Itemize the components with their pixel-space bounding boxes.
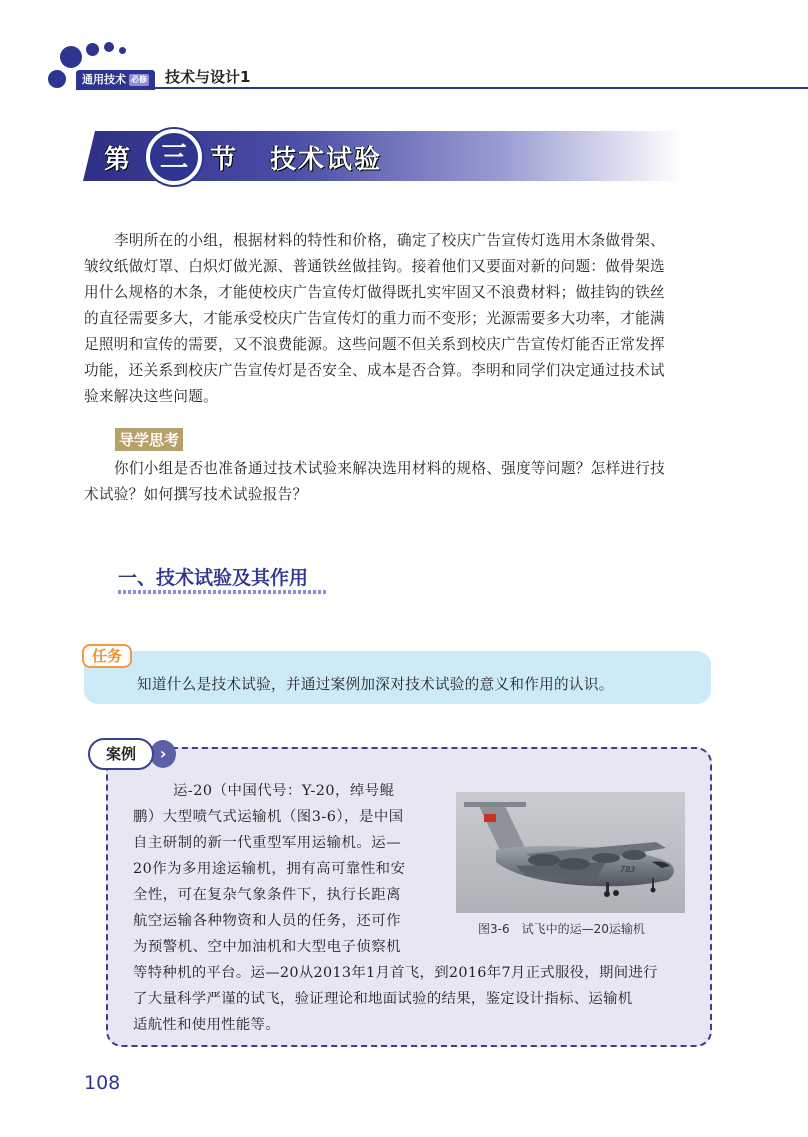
section-number: 三 xyxy=(146,129,202,185)
guide-paragraph xyxy=(84,456,712,508)
header-dot-left xyxy=(48,70,66,88)
header-dot-large xyxy=(60,46,82,68)
case-text-full xyxy=(133,960,693,1038)
intro-line: 用什么规格的木条，才能使校庆广告宣传灯做得既扎实牢固又不浪费材料；做挂钩的铁丝 xyxy=(84,284,665,301)
case-line: 航空运输各种物资和人员的任务，还可作 xyxy=(133,913,402,929)
intro-line: 李明所在的小组，根据材料的特性和价格，确定了校庆广告宣传灯选用木条做骨架、 xyxy=(114,232,666,249)
section-title: 技术试验 xyxy=(270,145,383,175)
section-suffix: 节 xyxy=(210,145,239,175)
case-line: 为预警机、空中加油机和大型电子侦察机 xyxy=(133,939,402,955)
case-label: 案例 xyxy=(88,738,154,770)
case-line: 鹏）大型喷气式运输机（图3-6），是中国 xyxy=(133,809,404,825)
intro-paragraph xyxy=(84,228,712,410)
book-title: 技术与设计1 xyxy=(165,68,251,86)
aircraft-illustration xyxy=(456,792,685,913)
aircraft-photo xyxy=(456,792,685,913)
intro-line: 功能，还关系到校庆广告宣传灯是否安全、成本是否合算。李明和同学们决定通过技术试 xyxy=(84,362,665,379)
case-line: 等特种机的平台。运—20从2013年1月首飞，到2016年7月正式服役，期间进行 xyxy=(133,965,658,981)
header-dot-medium xyxy=(86,43,99,56)
aircraft-marking: 783 xyxy=(620,865,636,874)
case-line: 运-20（中国代号：Y-20，绰号鲲 xyxy=(173,783,395,799)
task-label: 任务 xyxy=(82,644,132,668)
book-tag-label: 通用技术 xyxy=(82,73,126,86)
section-heading: 一、技术试验及其作用 xyxy=(118,567,309,589)
chevron-right-icon: › xyxy=(150,740,176,768)
case-text-narrow xyxy=(133,778,443,960)
heading-underline xyxy=(118,590,328,594)
case-line: 20作为多用途运输机，拥有高可靠性和安 xyxy=(133,861,406,877)
header-dot-medium-2 xyxy=(104,42,114,52)
intro-line: 验来解决这些问题。 xyxy=(84,388,219,405)
figure-caption: 图3-6 试飞中的运—20运输机 xyxy=(478,922,645,936)
book-tag xyxy=(76,70,155,90)
intro-line: 皱纹纸做灯罩、白炽灯做光源、普通铁丝做挂钩。接着他们又要面对新的问题：做骨架选 xyxy=(84,258,665,275)
intro-line: 的直径需要多大，才能承受校庆广告宣传灯的重力而不变形；光源需要多大功率，才能满 xyxy=(84,310,665,327)
case-line: 适航性和使用性能等。 xyxy=(133,1017,280,1033)
case-line: 全性，可在复杂气象条件下，执行长距离 xyxy=(133,887,402,903)
guide-label: 导学思考 xyxy=(115,428,183,451)
guide-line: 你们小组是否也准备通过技术试验来解决选用材料的规格、强度等问题？怎样进行技 xyxy=(114,460,666,477)
guide-line: 术试验？如何撰写技术试验报告？ xyxy=(84,486,308,503)
page-number: 108 xyxy=(84,1072,121,1094)
section-prefix: 第 xyxy=(104,145,133,175)
case-line: 了大量科学严谨的试飞，验证理论和地面试验的结果，鉴定设计指标、运输机 xyxy=(133,991,633,1007)
intro-line: 足照明和宣传的需要，又不浪费能源。这些问题不但关系到校庆广告宣传灯能否正常发挥 xyxy=(84,336,665,353)
required-badge: 必修 xyxy=(131,75,147,84)
task-text: 知道什么是技术试验，并通过案例加深对技术试验的意义和作用的认识。 xyxy=(137,676,614,693)
case-line: 自主研制的新一代重型军用运输机。运— xyxy=(133,835,402,851)
header-dot-small xyxy=(119,47,126,54)
header-rule xyxy=(78,87,808,89)
